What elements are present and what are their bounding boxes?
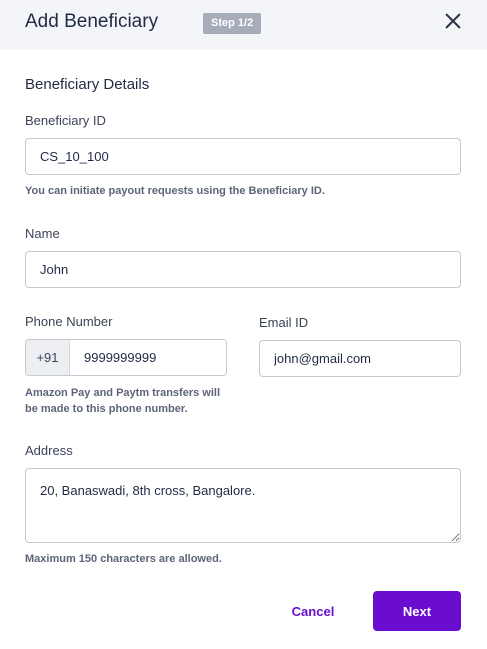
name-input[interactable] xyxy=(25,251,461,288)
address-label: Address xyxy=(25,443,73,458)
cancel-button[interactable]: Cancel xyxy=(280,592,346,630)
phone-input[interactable] xyxy=(70,340,226,375)
beneficiary-id-label: Beneficiary ID xyxy=(25,113,106,128)
email-label: Email ID xyxy=(259,315,309,330)
phone-hint-line1: Amazon Pay and Paytm transfers will xyxy=(25,387,221,399)
name-label: Name xyxy=(25,226,60,241)
phone-field xyxy=(25,339,227,376)
address-textarea[interactable] xyxy=(25,468,461,543)
beneficiary-id-input[interactable] xyxy=(25,138,461,175)
close-icon[interactable] xyxy=(443,11,463,31)
modal-title: Add Beneficiary xyxy=(25,11,159,32)
phone-hint-line2: be made to this phone number. xyxy=(25,403,188,415)
step-badge: Step 1/2 xyxy=(203,13,261,34)
phone-label: Phone Number xyxy=(25,314,113,329)
address-hint: Maximum 150 characters are allowed. xyxy=(25,553,222,565)
section-title: Beneficiary Details xyxy=(25,76,150,93)
email-input[interactable] xyxy=(259,340,461,377)
country-code-prefix: +91 xyxy=(26,340,70,375)
modal-header xyxy=(0,0,487,50)
next-button[interactable]: Next xyxy=(373,591,461,631)
beneficiary-id-hint: You can initiate payout requests using the Beneficiary ID. xyxy=(25,185,325,197)
